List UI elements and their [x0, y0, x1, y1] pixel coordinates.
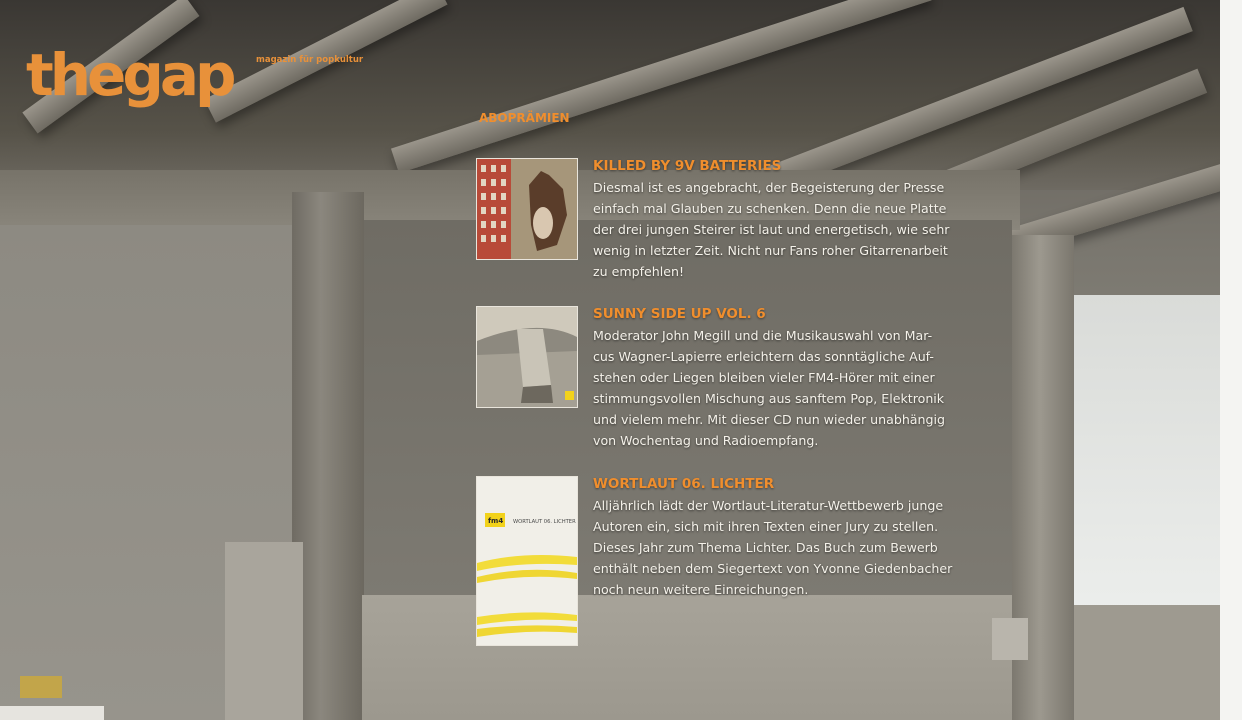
item-description: Diesmal ist es angebracht, der Begeisterung der Presse einfach mal Glauben zu schenken. Denn die neue Platte der drei jungen Steirer ist laut und energetisch, wie sehr wenig in letzter Zeit. Nicht nur Fans roher Gitarrenarbeit zu empfehlen!: [593, 180, 950, 279]
light-patch: [0, 706, 104, 720]
premium-item-text: [593, 306, 993, 451]
section-title: ABOPRÄMIEN: [479, 111, 570, 125]
svg-text:fm4: fm4: [488, 517, 504, 525]
album-cover-sunny-side-up: [476, 306, 578, 408]
premium-item-text: [593, 476, 993, 600]
item-description: Moderator John Megill und die Musikauswahl von Mar- cus Wagner-Lapierre erleichtern das sonntägliche Auf- stehen oder Liegen bleiben vieler FM4-Hörer mit einer stimmungsvollen Mischung aus sanftem Pop, Elektronik und vielem mehr. Mit dieser CD nun wieder unabhängig von Wochentag und Radioempfang.: [593, 328, 945, 448]
window-opening: [1074, 295, 1220, 615]
book-cover-wortlaut: [476, 476, 578, 646]
book-cover-art: [477, 477, 577, 645]
wall-bracket: [992, 618, 1028, 660]
album-cover-art: [477, 159, 577, 259]
item-title: KILLED BY 9V BATTERIES: [593, 158, 782, 174]
album-cover-killed-by-9v-batteries: [476, 158, 578, 260]
svg-text:WORTLAUT 06. LICHTER: WORTLAUT 06. LICHTER: [513, 519, 576, 525]
magazine-tagline: magazin für popkultur: [256, 55, 364, 65]
concrete-block: [225, 542, 303, 720]
item-title: SUNNY SIDE UP VOL. 6: [593, 306, 766, 322]
item-title: WORTLAUT 06. LICHTER: [593, 476, 775, 492]
concrete-ledge: [1074, 605, 1220, 720]
concrete-parapet: [362, 595, 1042, 720]
small-sign: [20, 676, 62, 698]
page-margin: [1220, 0, 1242, 720]
magazine-logo: thegap: [26, 41, 233, 109]
premium-item-text: [593, 158, 993, 282]
item-description: Alljährlich lädt der Wortlaut-Literatur-Wettbewerb junge Autoren ein, sich mit ihren Texten einer Jury zu stellen. Dieses Jahr zum Thema Lichter. Das Buch zum Bewerb enthält neben dem Siegertext von Yvonne Giedenbacher noch neun weitere Einreichungen.: [593, 498, 953, 597]
album-cover-art: [477, 307, 577, 407]
